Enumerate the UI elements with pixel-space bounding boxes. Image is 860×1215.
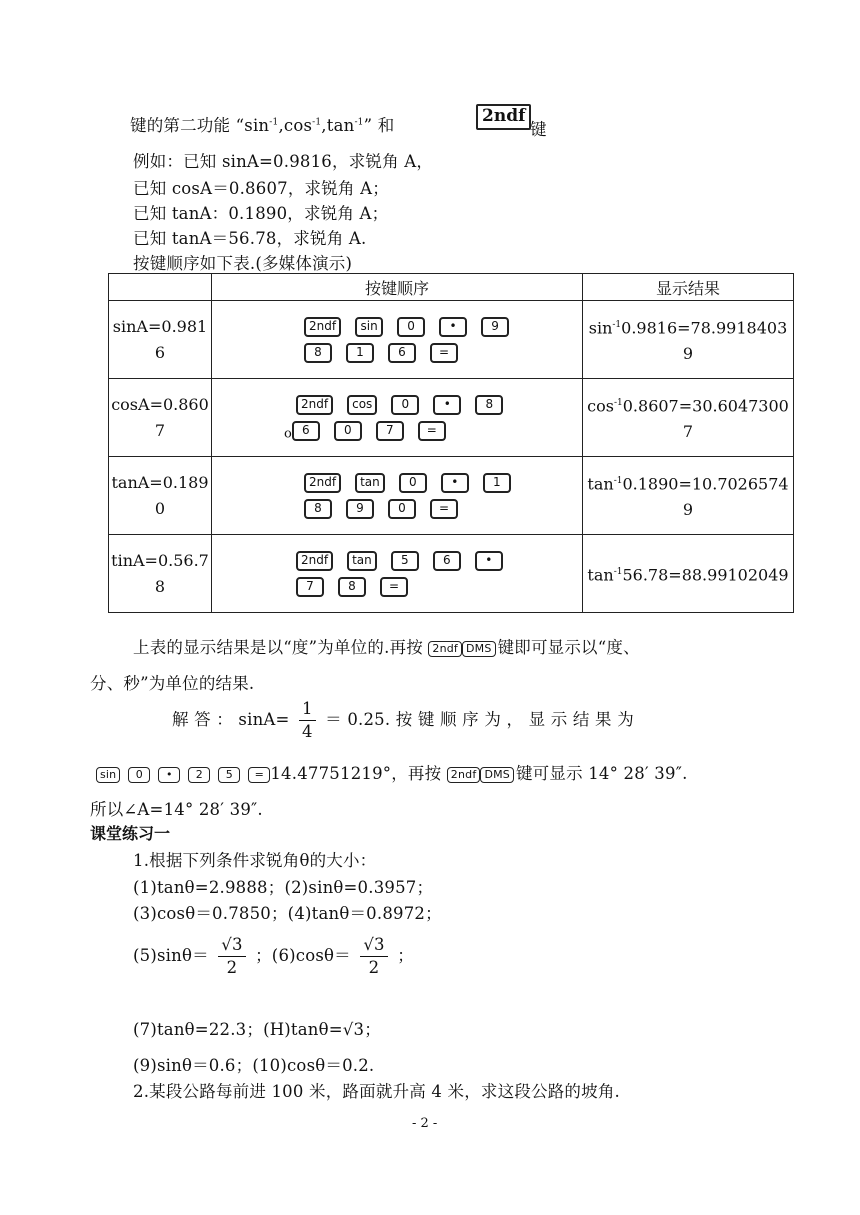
- sup-2: -1: [312, 117, 322, 128]
- intro-line-1: [130, 112, 394, 136]
- result-func: tan: [587, 565, 614, 585]
- sup-3: -1: [354, 117, 364, 128]
- result-func: sin: [588, 318, 613, 338]
- condition-cell: tanA=0.1890: [109, 457, 212, 535]
- practice-line-3: [133, 934, 414, 979]
- key-button: 5: [218, 767, 240, 783]
- key-button: 7: [376, 421, 404, 441]
- key-button: 9: [346, 499, 374, 519]
- key-2ndf: 2ndf: [447, 767, 481, 783]
- key-button: sin: [355, 317, 383, 337]
- key-button: •: [439, 317, 467, 337]
- key-button: 6: [388, 343, 416, 363]
- result-cell: [583, 457, 794, 535]
- key-button: 2ndf: [304, 473, 341, 493]
- key-sequence-table: [108, 273, 794, 613]
- answer-line: [172, 698, 634, 743]
- key-row: [212, 472, 582, 493]
- key-dms: DMS: [480, 767, 514, 783]
- key-button: =: [248, 767, 270, 783]
- explain-line-2: 分、秒”为单位的结果.: [90, 674, 255, 693]
- key-button: 0: [334, 421, 362, 441]
- key-row: [212, 499, 582, 520]
- key-button: tan: [355, 473, 385, 493]
- key-button: =: [380, 577, 408, 597]
- key-button: 6: [433, 551, 461, 571]
- condition-cell: cosA=0.8607: [109, 379, 212, 457]
- key-button: tan: [347, 551, 377, 571]
- key-row: [212, 421, 582, 442]
- practice-line-5: (9)sinθ＝0.6；(10)cosθ＝0.2.: [133, 1056, 375, 1075]
- result-func: tan: [587, 474, 614, 494]
- key-button: 8: [304, 343, 332, 363]
- key-button: cos: [347, 395, 377, 415]
- table-row: [109, 457, 794, 535]
- result-sup: -1: [613, 397, 623, 408]
- result-value: 0.9816=78.99184039: [621, 318, 788, 364]
- fraction-numerator: 1: [299, 698, 316, 721]
- intro-tan: ,tan: [321, 116, 355, 135]
- explain-text-b: 键即可显示以“度、: [497, 638, 640, 657]
- example-2: 已知 cosA＝0.8607，求锐角 A；: [133, 179, 389, 198]
- intro-key-word: 键: [530, 120, 547, 139]
- sequence-line: [96, 760, 688, 784]
- practice-q1: 1.根据下列条件求锐角θ的大小：: [133, 851, 377, 870]
- fraction-denominator: 4: [302, 722, 313, 741]
- key-button: =: [430, 499, 458, 519]
- key-row: [212, 316, 582, 337]
- header-result: 显示结果: [583, 274, 794, 301]
- intro-cos: ,cos: [278, 116, 313, 135]
- conclusion: 所以∠A=14° 28′ 39″.: [90, 800, 263, 819]
- l3-a: (5)sinθ＝: [133, 946, 209, 965]
- intro-suffix: ” 和: [363, 116, 395, 135]
- sqrt3: √3: [342, 1020, 365, 1039]
- key-button: 8: [338, 577, 366, 597]
- condition-cell: sinA=0.9816: [109, 301, 212, 379]
- condition-cell: tinA=0.56.78: [109, 535, 212, 613]
- practice-line-1: (1)tanθ=2.9888；(2)sinθ=0.3957；: [133, 878, 434, 897]
- key-button: 1: [346, 343, 374, 363]
- fraction-one-quarter: [299, 698, 316, 743]
- intro-prefix: 键的第二功能 “sin: [130, 116, 270, 135]
- fraction-denominator: 2: [226, 958, 238, 977]
- key-button: 9: [481, 317, 509, 337]
- sequence-result: 14.47751219°，再按: [270, 764, 442, 783]
- key-button: 8: [475, 395, 503, 415]
- header-blank: [109, 274, 212, 301]
- practice-line-2: (3)cosθ＝0.7850；(4)tanθ＝0.8972；: [133, 904, 442, 923]
- key-button: •: [433, 395, 461, 415]
- result-cell: [583, 379, 794, 457]
- key-button: 0: [388, 499, 416, 519]
- fraction-sqrt3-over-2: [218, 934, 245, 979]
- result-sup: -1: [613, 566, 623, 577]
- key-button: 0: [391, 395, 419, 415]
- example-4: 已知 tanA＝56.78，求锐角 A.: [133, 229, 367, 248]
- fraction-numerator: √3: [218, 934, 245, 957]
- result-cell: [583, 535, 794, 613]
- fraction-sqrt3-over-2: [360, 934, 387, 979]
- key-row: [212, 343, 582, 364]
- example-5: 按键顺序如下表.(多媒体演示): [133, 254, 353, 273]
- fraction-denominator: 2: [368, 958, 380, 977]
- practice-heading: 课堂练习一: [90, 824, 171, 843]
- key-button: •: [441, 473, 469, 493]
- example-1: 例如：已知 sinA=0.9816，求锐角 A，: [133, 152, 434, 171]
- key-row: [212, 577, 582, 598]
- result-func: cos: [587, 396, 614, 416]
- l3-b: ；(6)cosθ＝: [255, 946, 351, 965]
- table-row: [109, 379, 794, 457]
- key-button: 5: [391, 551, 419, 571]
- result-value: 56.78=88.99102049: [622, 565, 789, 585]
- result-cell: [583, 301, 794, 379]
- key-button: •: [158, 767, 180, 783]
- fraction-numerator: √3: [360, 934, 387, 957]
- key-button: 2ndf: [296, 395, 333, 415]
- key-button: 2: [188, 767, 210, 783]
- result-sup: -1: [613, 475, 623, 486]
- page-number: - 2 -: [412, 1116, 438, 1131]
- answer-suffix: ＝ 0.25. 按 键 顺 序 为 ， 显 示 结 果 为: [325, 710, 634, 729]
- table-header-row: [109, 274, 794, 301]
- key-button: 0: [397, 317, 425, 337]
- header-key-sequence: 按键顺序: [212, 274, 583, 301]
- key-button: 0: [128, 767, 150, 783]
- answer-prefix: 解 答 ： sinA=: [172, 710, 290, 729]
- sequence-cell: [212, 457, 583, 535]
- key-button: •: [475, 551, 503, 571]
- table-row: [109, 535, 794, 613]
- sequence-end: 键可显示 14° 28′ 39″.: [515, 764, 688, 783]
- key-button: 1: [483, 473, 511, 493]
- sequence-cell: [212, 301, 583, 379]
- practice-line-4: [133, 1016, 381, 1040]
- explain-line-1: [133, 634, 640, 658]
- key-button: =: [430, 343, 458, 363]
- sequence-cell: [212, 535, 583, 613]
- result-value: 0.8607=30.60473007: [622, 396, 789, 442]
- key-button: 0: [399, 473, 427, 493]
- explain-text-a: 上表的显示结果是以“度”为单位的.再按: [133, 638, 423, 657]
- key-row: [212, 550, 582, 571]
- result-value: 0.1890=10.70265749: [622, 474, 789, 520]
- key-row: [212, 394, 582, 415]
- key-2ndf-large: 2ndf: [476, 104, 531, 130]
- key-button: 6: [292, 421, 320, 441]
- key-dms: DMS: [462, 641, 496, 657]
- stray-mark: o: [284, 426, 292, 441]
- example-3: 已知 tanA：0.1890，求锐角 A；: [133, 204, 389, 223]
- sequence-cell: [212, 379, 583, 457]
- result-sup: -1: [612, 319, 622, 330]
- l3-c: ；: [397, 946, 414, 965]
- key-button: =: [418, 421, 446, 441]
- practice-q2: 2.某段公路每前进 100 米，路面就升高 4 米，求这段公路的坡角.: [133, 1082, 620, 1101]
- l4-b: ；: [364, 1020, 381, 1039]
- key-button: 2ndf: [296, 551, 333, 571]
- key-2ndf: 2ndf: [428, 641, 462, 657]
- sup-1: -1: [269, 117, 279, 128]
- table-row: [109, 301, 794, 379]
- key-button: 7: [296, 577, 324, 597]
- l4-a: (7)tanθ=22.3；(H)tanθ=: [133, 1020, 343, 1039]
- key-button: 2ndf: [304, 317, 341, 337]
- key-button: 8: [304, 499, 332, 519]
- key-button: sin: [96, 767, 120, 783]
